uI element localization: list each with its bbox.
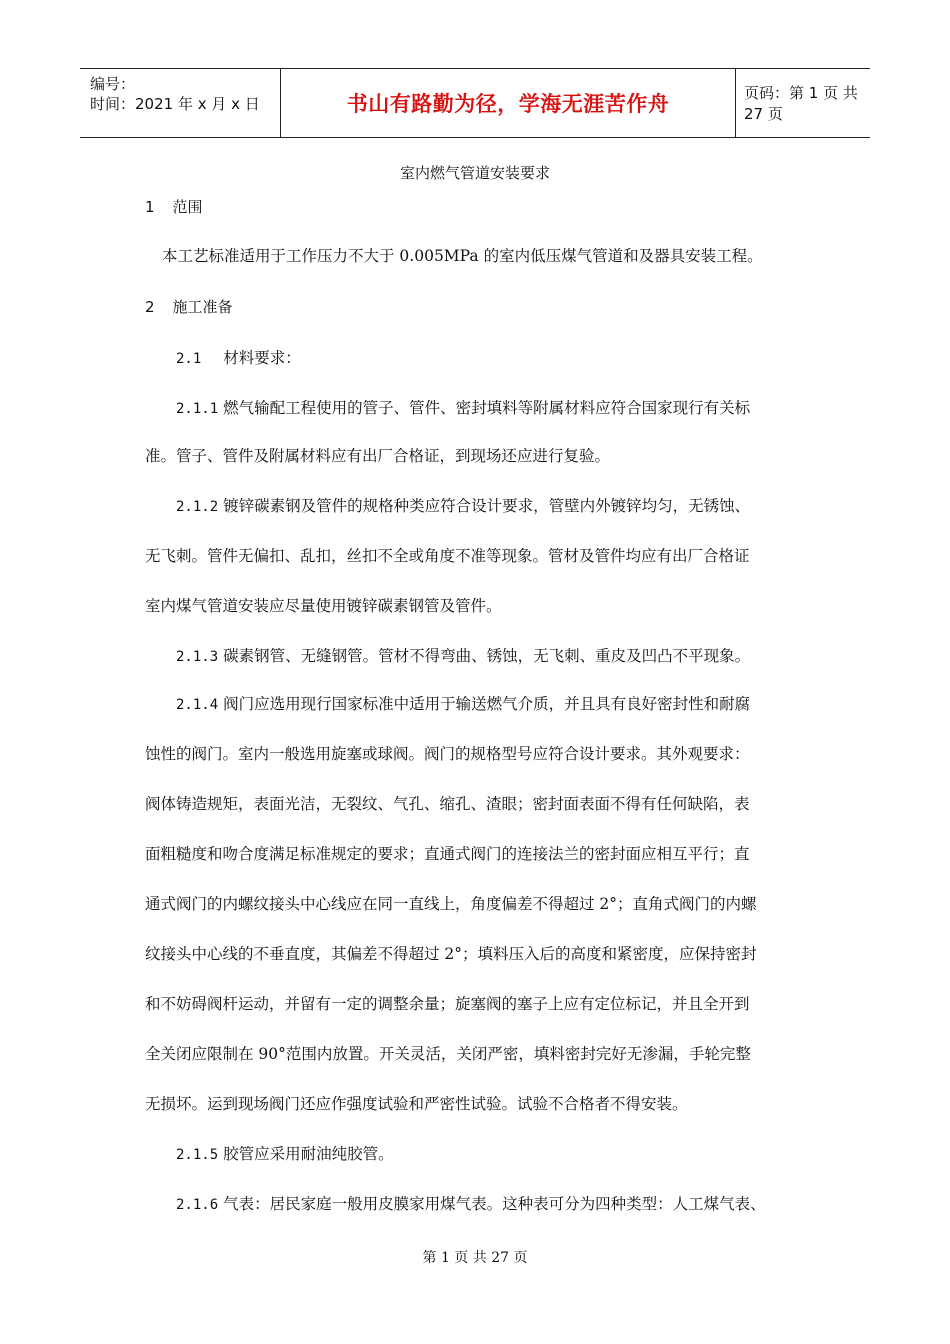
paragraph-2-1-4-line-3: 阀体铸造规矩，表面光洁，无裂纹、气孔、缩孔、渣眼；密封面表面不得有任何缺陷，表 (145, 795, 750, 813)
paragraph-2-1-6-line-1 (176, 1192, 766, 1214)
header-table (80, 68, 870, 138)
section-1-body: 本工艺标准适用于工作压力不大于 0.005MPa 的室内低压煤气管道和及器具安装工程。 (162, 247, 763, 265)
time-label: 时间：2021 年 x 月 x 日 (90, 95, 260, 113)
paragraph-text: 燃气输配工程使用的管子、管件、密封填料等附属材料应符合国家现行有关标 (223, 399, 751, 417)
subsection-title: 材料要求： (223, 349, 301, 367)
clause-number: 2.1.6 (176, 1197, 219, 1213)
section-heading-2 (145, 296, 233, 317)
paragraph-text: 气表：居民家庭一般用皮膜家用煤气表。这种表可分为四种类型：人工煤气表、 (223, 1195, 766, 1213)
paragraph-2-1-3-line-1 (176, 644, 750, 666)
clause-number: 2.1.3 (176, 649, 219, 665)
paragraph-2-1-1-line-2: 准。管子、管件及附属材料应有出厂合格证，到现场还应进行复验。 (145, 447, 611, 465)
paragraph-text: 碳素钢管、无缝钢管。管材不得弯曲、锈蚀，无飞刺、重皮及凹凸不平现象。 (223, 647, 751, 665)
paragraph-2-1-1-line-1 (176, 396, 750, 418)
paragraph-2-1-4-line-9: 无损坏。运到现场阀门还应作强度试验和严密性试验。试验不合格者不得安装。 (145, 1095, 688, 1113)
paragraph-2-1-4-line-6: 纹接头中心线的不垂直度，其偏差不得超过 2°；填料压入后的高度和紧密度，应保持密封 (145, 945, 757, 963)
paragraph-2-1-2-line-3: 室内煤气管道安装应尽量使用镀锌碳素钢管及管件。 (145, 597, 502, 615)
paragraph-2-1-5-line-1 (176, 1142, 394, 1164)
serial-label: 编号： (90, 75, 136, 93)
subsection-heading-2-1 (176, 346, 301, 368)
paragraph-text: 胶管应采用耐油纯胶管。 (223, 1145, 394, 1163)
header-motto-cell (280, 69, 736, 137)
section-title: 施工准备 (172, 298, 233, 316)
paragraph-2-1-4-line-5: 通式阀门的内螺纹接头中心线应在同一直线上，角度偏差不得超过 2°；直角式阀门的内螺 (145, 895, 757, 913)
header-page-cell (736, 69, 870, 137)
motto-text: 书山有路勤为径，学海无涯苦作舟 (346, 92, 670, 116)
paragraph-2-1-2-line-2: 无飞刺。管件无偏扣、乱扣，丝扣不全或角度不准等现象。管材及管件均应有出厂合格证 (145, 547, 750, 565)
document-title: 室内燃气管道安装要求 (399, 164, 550, 182)
paragraph-2-1-4-line-8: 全关闭应限制在 90°范围内放置。开关灵活，关闭严密，填料密封完好无渗漏，手轮完整 (145, 1045, 751, 1063)
page-footer: 第 1 页 共 27 页 (422, 1250, 528, 1266)
subsection-number: 2.1 (176, 351, 202, 367)
section-number: 2 (145, 298, 155, 316)
paragraph-2-1-4-line-2: 蚀性的阀门。室内一般选用旋塞或球阀。阀门的规格型号应符合设计要求。其外观要求： (145, 745, 750, 763)
section-title: 范围 (172, 198, 203, 216)
clause-number: 2.1.2 (176, 499, 219, 515)
paragraph-text: 阀门应选用现行国家标准中适用于输送燃气介质，并且具有良好密封性和耐腐 (223, 695, 751, 713)
clause-number: 2.1.4 (176, 697, 219, 713)
paragraph-2-1-4-line-7: 和不妨碍阀杆运动，并留有一定的调整余量；旋塞阀的塞子上应有定位标记，并且全开到 (145, 995, 750, 1013)
page-info: 页码：第 1 页 共 27 页 (744, 84, 858, 123)
paragraph-2-1-2-line-1 (176, 494, 750, 516)
clause-number: 2.1.1 (176, 401, 219, 417)
paragraph-2-1-4-line-4: 面粗糙度和吻合度满足标准规定的要求；直通式阀门的连接法兰的密封面应相互平行；直 (145, 845, 750, 863)
section-heading-1 (145, 196, 203, 217)
header-left-cell (80, 69, 280, 137)
section-number: 1 (145, 198, 155, 216)
paragraph-text: 镀锌碳素钢及管件的规格种类应符合设计要求，管壁内外镀锌均匀，无锈蚀、 (223, 497, 751, 515)
paragraph-2-1-4-line-1 (176, 692, 750, 714)
clause-number: 2.1.5 (176, 1147, 219, 1163)
